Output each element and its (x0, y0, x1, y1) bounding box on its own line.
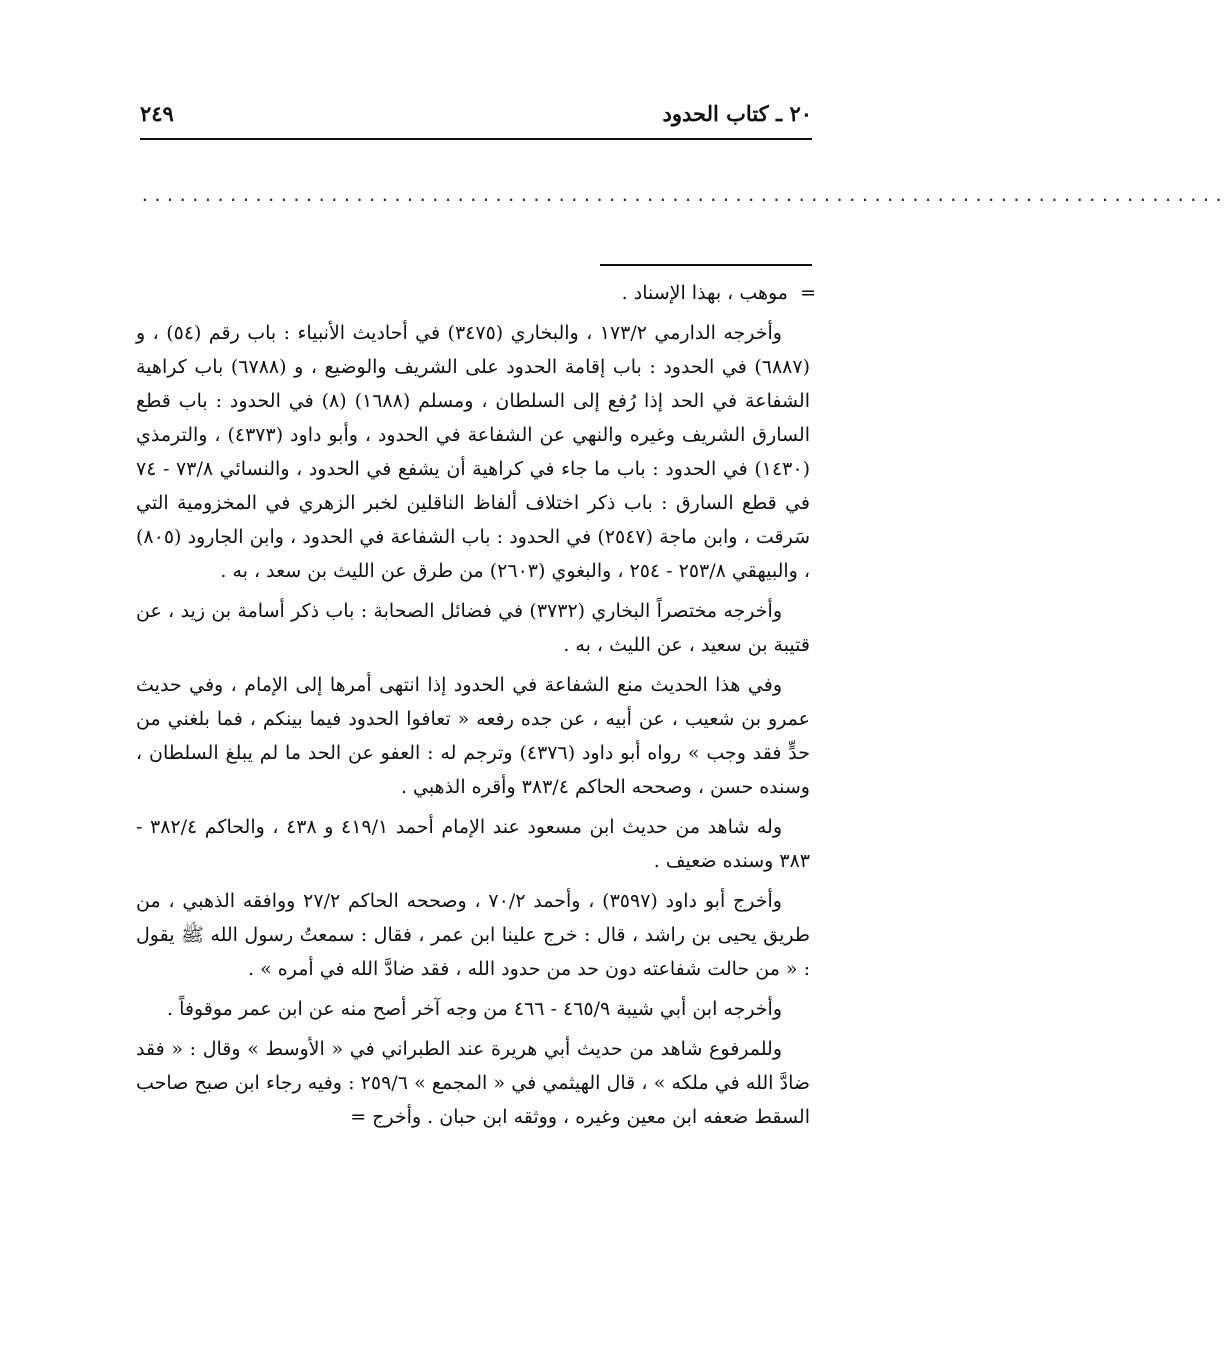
footnote-paragraph (136, 276, 816, 310)
footnote-paragraph: وفي هذا الحديث منع الشفاعة في الحدود إذا انتهى أمرها إلى الإمام ، وفي حديث عمرو بن شعيب ، عن أبيه ، عن جده رفعه « تعافوا الحدود فيما بينكم ، فما بلغني من حدٍّ فقد وجب » رواه أبو داود (٤٣٧٦) وترجم له : العفو عن الحد ما لم يبلغ السلطان ، وسنده حسن ، وصححه الحاكم ٣٨٣/٤ وأقره الذهبي . (136, 674, 810, 798)
paragraph-text: موهب ، بهذا الإسناد . (621, 282, 788, 304)
running-header (140, 96, 812, 130)
footnote-separator (600, 264, 812, 266)
footnote-paragraph: وله شاهد من حديث ابن مسعود عند الإمام أحمد ٤١٩/١ و ٤٣٨ ، والحاكم ٣٨٢/٤ - ٣٨٣ وسنده ضعيف . (136, 816, 810, 872)
page-number: ٢٤٩ (140, 100, 174, 126)
footnotes (136, 276, 816, 1296)
footnote-paragraph: وأخرجه الدارمي ١٧٣/٢ ، والبخاري (٣٤٧٥) في أحاديث الأنبياء : باب رقم (٥٤) ، و (٦٨٨٧) في الحدود : باب إقامة الحدود على الشريف والوضيع ، و (٦٧٨٨) باب كراهية الشفاعة في الحد إذا رُفع إلى السلطان ، ومسلم (١٦٨٨) (٨) في الحدود : باب قطع السارق الشريف وغيره والنهي عن الشفاعة في الحدود ، وأبو داود (٤٣٧٣) ، والترمذي (١٤٣٠) في الحدود : باب ما جاء في كراهية أن يشفع في الحدود ، والنسائي ٧٣/٨ - ٧٤ في قطع السارق : باب ذكر اختلاف ألفاظ الناقلين لخبر الزهري في المخزومية التي سَرقت ، وابن ماجة (٢٥٤٧) في الحدود : باب الشفاعة في الحدود ، وابن الجارود (٨٠٥) ، والبيهقي ٢٥٣/٨ - ٢٥٤ ، والبغوي (٢٦٠٣) من طرق عن الليث بن سعد ، به . (136, 322, 811, 582)
footnote-paragraph: وأخرج أبو داود (٣٥٩٧) ، وأحمد ٧٠/٢ ، وصححه الحاكم ٢٧/٢ ووافقه الذهبي ، من طريق يحيى بن راشد ، قال : خرج علينا ابن عمر ، فقال : سمعتُ رسول الله ﷺ يقول : « من حالت شفاعته دون حد من حدود الله ، فقد ضادَّ الله في أمره » . (136, 890, 810, 980)
main-text-ellipsis: ...................................................................................... (140, 186, 1226, 205)
footnote-paragraph: وللمرفوع شاهد من حديث أبي هريرة عند الطبراني في « الأوسط » وقال : « فقد ضادَّ الله في ملكه » ، قال الهيثمي في « المجمع » ٢٥٩/٦ : وفيه رجاء ابن صبح صاحب السقط ضعفه ابن معين وغيره ، ووثقه ابن حبان . وأخرج = (136, 1038, 810, 1128)
footnote-paragraph: وأخرجه ابن أبي شيبة ٤٦٥/٩ - ٤٦٦ من وجه آخر أصح منه عن ابن عمر موقوفاً . (166, 998, 782, 1020)
header-rule (140, 138, 812, 140)
chapter-title: ٢٠ ـ كتاب الحدود (662, 100, 812, 126)
footnote-paragraph: وأخرجه مختصراً البخاري (٣٧٣٢) في فضائل الصحابة : باب ذكر أسامة بن زيد ، عن قتيبة بن سعيد ، عن الليث ، به . (136, 600, 810, 656)
continuation-mark: = (800, 282, 816, 304)
